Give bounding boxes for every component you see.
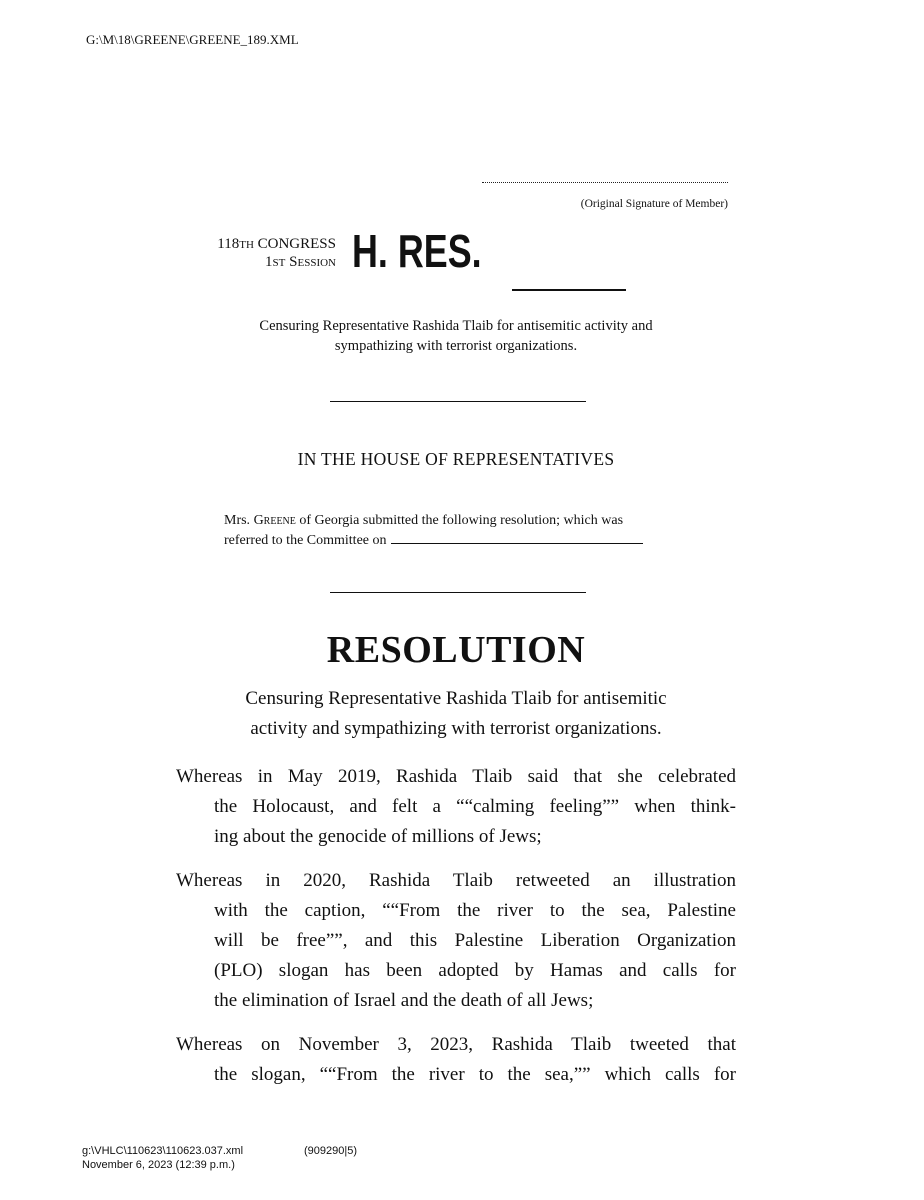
clause-line: the slogan, ““From the river to the sea,”” which calls for	[214, 1064, 736, 1085]
file-path: G:\M\18\GREENE\GREENE_189.XML	[86, 32, 299, 47]
session-word: Session	[289, 254, 336, 270]
resolution-subtitle-line-1: Censuring Representative Rashida Tlaib for antisemitic	[245, 688, 667, 709]
resolution-subtitle-line-2: activity and sympathizing with terrorist organizations.	[250, 718, 662, 739]
resolution-heading: RESOLUTION	[326, 629, 586, 671]
short-title	[200, 316, 712, 356]
sponsor-statement	[200, 511, 712, 551]
sponsor-name: Greene	[253, 513, 296, 528]
session-line	[150, 254, 336, 272]
signature-label: (Original Signature of Member)	[580, 198, 728, 210]
whereas-clause	[176, 762, 736, 852]
footer-code: (909290|5)	[304, 1145, 358, 1157]
clause-line: (PLO) slogan has been adopted by Hamas and calls for	[214, 960, 736, 981]
short-title-line-2: sympathizing with terrorist organizations.	[334, 338, 578, 354]
resolution-subtitle	[180, 684, 732, 744]
congress-word: CONGRESS	[257, 236, 336, 252]
committee-text: referred to the Committee on	[224, 533, 387, 548]
chamber-heading: IN THE HOUSE OF REPRESENTATIVES	[297, 449, 615, 469]
divider-rule	[330, 592, 586, 593]
bill-number-blank	[512, 289, 626, 291]
committee-blank	[391, 531, 643, 544]
sponsor-prefix: Mrs.	[224, 513, 251, 528]
clause-line: will be free””, and this Palestine Liberation Organization	[214, 930, 736, 951]
clause-line: Whereas on November 3, 2023, Rashida Tlaib tweeted that	[176, 1034, 736, 1055]
session-suffix: ST	[272, 257, 286, 269]
clause-line: the Holocaust, and felt a ““calming feeling”” when think-	[214, 796, 736, 817]
page-footer	[82, 1144, 358, 1172]
whereas-clause	[176, 866, 736, 1016]
clause-line: Whereas in 2020, Rashida Tlaib retweeted an illustration	[176, 870, 736, 891]
sponsor-line-1-rest: of Georgia submitted the following resolution; which was	[299, 513, 624, 528]
footer-timestamp: November 6, 2023 (12:39 p.m.)	[82, 1159, 235, 1171]
congress-number: 118	[217, 236, 240, 252]
congress-line	[150, 236, 336, 254]
clause-line: Whereas in May 2019, Rashida Tlaib said that she celebrated	[176, 766, 736, 787]
session-number: 1	[265, 254, 273, 270]
congress-session-block	[150, 236, 336, 272]
bill-type: H. RES.	[352, 225, 482, 277]
congress-suffix: TH	[239, 239, 254, 251]
clause-line: the elimination of Israel and the death of all Jews;	[214, 990, 594, 1011]
whereas-clause	[176, 1030, 736, 1090]
footer-path: g:\VHLC\110623\110623.037.xml	[82, 1145, 244, 1157]
sponsor-line-1	[200, 511, 712, 531]
signature-line	[482, 176, 728, 183]
clause-line: ing about the genocide of millions of Jews;	[214, 826, 542, 847]
sponsor-line-2	[200, 531, 712, 551]
divider-rule	[330, 401, 586, 402]
short-title-line-1: Censuring Representative Rashida Tlaib for antisemitic activity and	[259, 318, 653, 334]
clause-line: with the caption, ““From the river to the sea, Palestine	[214, 900, 736, 921]
